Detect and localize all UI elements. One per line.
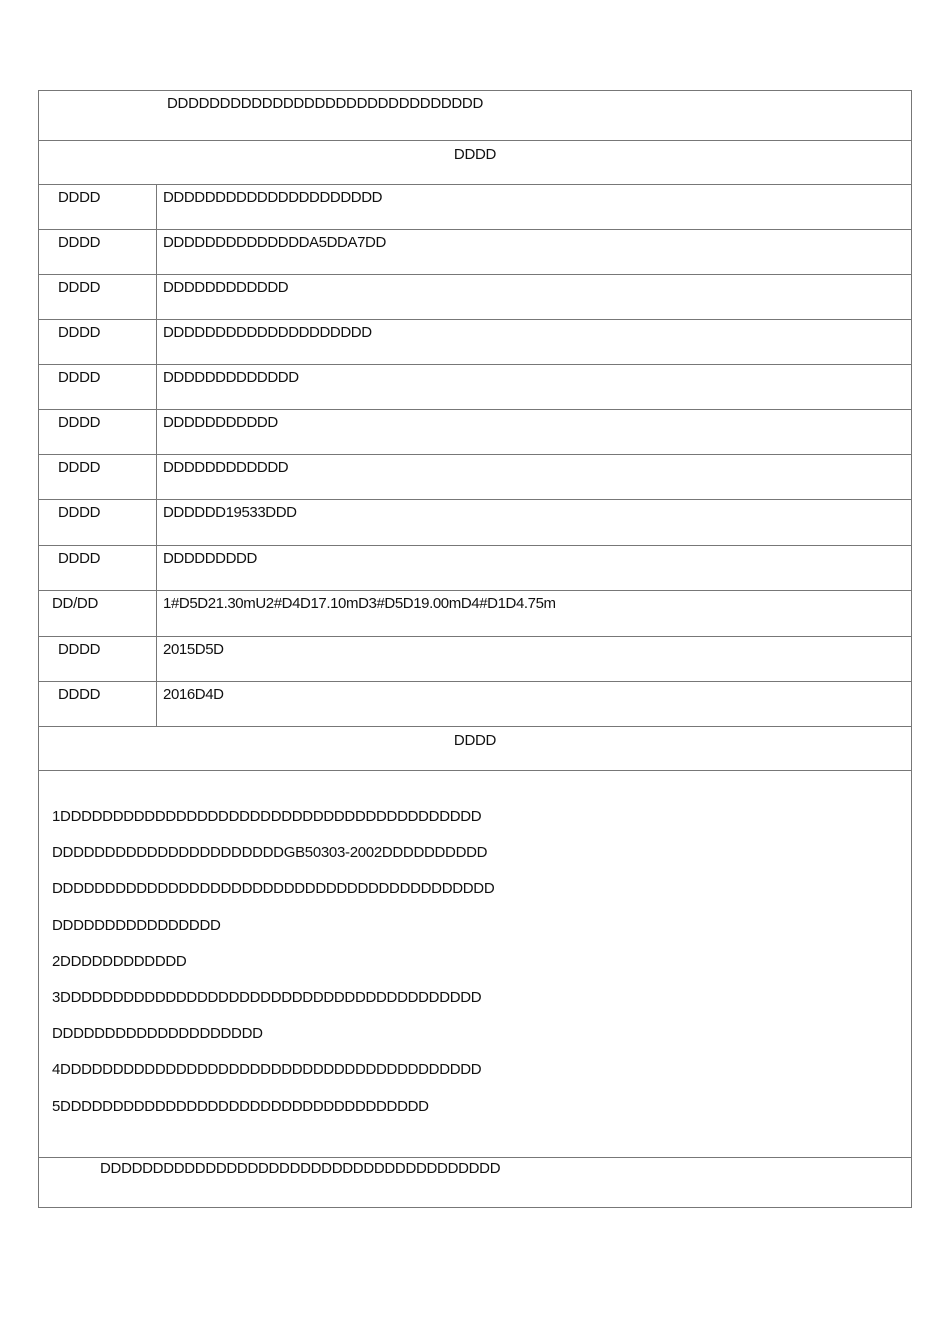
note-line: DDDDDDDDDDDDDDDDDDDDDDGB50303-2002DDDDDDDDDD xyxy=(52,844,488,862)
section-header-notes xyxy=(39,727,911,771)
field-row xyxy=(39,637,911,682)
info-table xyxy=(38,90,912,1208)
field-value: DDDDDD19533DDD xyxy=(163,504,297,521)
field-row xyxy=(39,546,911,591)
field-value: DDDDDDDDDDDDDDA5DDA7DD xyxy=(163,234,386,251)
field-value: DDDDDDDDDDDD xyxy=(163,279,289,296)
note-line: DDDDDDDDDDDDDDDD xyxy=(52,916,221,934)
field-row xyxy=(39,275,911,320)
field-value: DDDDDDDDD xyxy=(163,550,257,567)
field-label: DDDD xyxy=(39,410,157,454)
field-row xyxy=(39,230,911,275)
section-title-basic: DDDD xyxy=(453,146,497,163)
field-label: DDDD xyxy=(39,275,157,319)
field-value: DDDDDDDDDDD xyxy=(163,414,278,431)
field-value: DDDDDDDDDDDDDDDDDDDD xyxy=(163,324,372,341)
notes-block xyxy=(39,771,911,1158)
field-value: DDDDDDDDDDDD xyxy=(163,459,289,476)
section-header-basic xyxy=(39,141,911,185)
field-row xyxy=(39,320,911,365)
document-title: DDDDDDDDDDDDDDDDDDDDDDDDDDDDDD xyxy=(167,95,483,112)
field-value: DDDDDDDDDDDDDDDDDDDDD xyxy=(163,189,383,206)
document-page xyxy=(38,90,912,1208)
field-label: DDDD xyxy=(39,185,157,229)
note-line: 3DDDDDDDDDDDDDDDDDDDDDDDDDDDDDDDDDDDDDDDD xyxy=(52,988,482,1006)
field-label: DDDD xyxy=(39,546,157,590)
field-value: 2016D4D xyxy=(163,686,224,703)
field-label: DDDD xyxy=(39,230,157,274)
title-row xyxy=(39,91,911,141)
field-label: DD/DD xyxy=(39,591,157,636)
note-line: DDDDDDDDDDDDDDDDDDDD xyxy=(52,1025,263,1043)
field-label: DDDD xyxy=(39,500,157,545)
field-value: 1#D5D21.30mU2#D4D17.10mD3#D5D19.00mD4#D1D4.75m xyxy=(163,595,556,612)
note-line: 5DDDDDDDDDDDDDDDDDDDDDDDDDDDDDDDDDDD xyxy=(52,1097,429,1115)
note-line: 4DDDDDDDDDDDDDDDDDDDDDDDDDDDDDDDDDDDDDDDD xyxy=(52,1061,482,1079)
section-title-notes: DDDD xyxy=(453,732,497,749)
field-label: DDDD xyxy=(39,637,157,681)
field-label: DDDD xyxy=(39,682,157,726)
footer-row xyxy=(39,1158,911,1208)
field-row xyxy=(39,500,911,546)
field-value: DDDDDDDDDDDDD xyxy=(163,369,299,386)
note-line: 1DDDDDDDDDDDDDDDDDDDDDDDDDDDDDDDDDDDDDDDD xyxy=(52,808,482,825)
field-row xyxy=(39,455,911,500)
field-value: 2015D5D xyxy=(163,641,224,658)
field-label: DDDD xyxy=(39,365,157,409)
note-line: 2DDDDDDDDDDDD xyxy=(52,952,187,970)
note-line: DDDDDDDDDDDDDDDDDDDDDDDDDDDDDDDDDDDDDDDDDD xyxy=(52,880,495,898)
field-row xyxy=(39,185,911,230)
field-row xyxy=(39,591,911,637)
field-label: DDDD xyxy=(39,455,157,499)
field-row xyxy=(39,410,911,455)
footer-text: DDDDDDDDDDDDDDDDDDDDDDDDDDDDDDDDDDDDDD xyxy=(100,1160,501,1177)
field-row xyxy=(39,365,911,410)
field-row xyxy=(39,682,911,727)
field-label: DDDD xyxy=(39,320,157,364)
